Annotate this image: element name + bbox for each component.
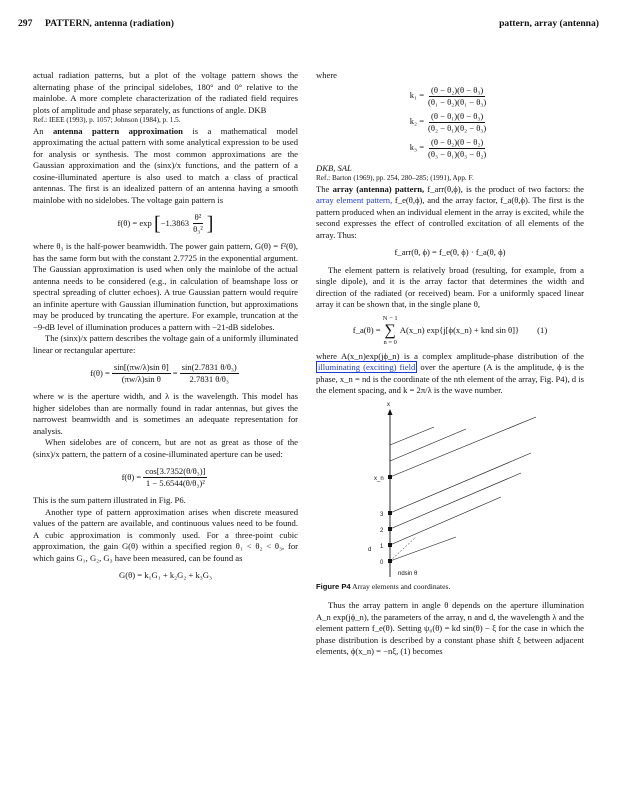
paragraph: where	[316, 70, 337, 80]
signature: DKB, SAL	[316, 162, 352, 173]
paragraph: where A(x_n)exp(jϕ_n) is a complex amplitude-phase distribution of the illuminating (exciting) field over the aperture (A is the amplitude, ϕ is the phase, x_n = nd is the coordinate of the nth element of the array, Fig. P4), d is the element spacing, and k = 2π/λ is the wave number.	[316, 350, 584, 395]
tick-label: 1	[380, 543, 384, 550]
running-title-right: pattern, array (antenna)	[499, 18, 599, 29]
equation-array-factor: f_a(θ) = N − 1 ∑ n = 0 A(x_n) exp{j[ϕ(x_n) + knd sin θ]} (1)	[352, 314, 548, 346]
link-array-element-pattern[interactable]: array element pattern,	[316, 195, 393, 205]
paragraph: Thus the array pattern in angle θ depends on the aperture illumination A_n exp(jϕ_n), the parameters of the array, n and d, the wavelength λ and the element pattern f_e(θ). Setting ψ₀(θ) = kd sin(θ) − ξ for the case in which the phase distribution is described by a constant phase shift ξ between adjacent elements, ϕ(x_n) = −nξ, (1) becomes	[316, 600, 584, 656]
figure-caption: Figure P4 Array elements and coordinates.	[316, 581, 451, 591]
equation-sinx-x: f(θ) = $\frac{\text{sin[(πw/λ)sin θ]}}{\text{(πw/λ)sin θ}}$ = $\frac{\text{sin(2.7831 θ/θ₃)}}{\text{2.7831 θ/θ₃}}$	[90, 362, 237, 384]
paragraph: The element pattern is relatively broad (resulting, for example, from a single dipole), and it is the array factor that determines the width and direction of the radiated (or received) beam. For a uniformly spaced linear array it can be shown that, in the single plane θ,	[316, 264, 584, 309]
term-antenna-pattern-approximation: antenna pattern approximation	[52, 125, 183, 136]
paragraph: This is the sum pattern illustrated in Fig. P6.	[33, 495, 186, 505]
tick-label: 2	[380, 527, 384, 534]
paragraph: An antenna pattern approximation is a mathematical model approximating the actual pattern with some analytical expression to be used for analysis or synthesis. The most common approximations are the Gaussian approximation and the (sinx)/x functions, and the pattern of a cosine-illuminated aperture is also used to match a class of practical antennas. The first is an idealized pattern of an antenna having a smooth mainlobe with no sidelobes. The voltage gain pattern is	[33, 125, 298, 205]
x-axis-label: x	[387, 401, 390, 408]
paragraph: where w is the aperture width, and λ is the wavelength. This model has higher sidelobes than are normally found in radar antennas, but gives the narrowest beamwidth and is sometimes an adequate representation for analysis.	[33, 391, 298, 436]
paragraph: actual radiation patterns, but a plot of the voltage pattern shows the alternating phase of the principal sidelobes, 180° and 0° relative to the mainlobe. A more complete characterization of the radiated field requires plots of amplitude and phase separately, as functions of angle. DKB	[33, 70, 298, 115]
page-number: 297	[18, 18, 33, 29]
xn-label: x_n	[374, 475, 384, 482]
paragraph: The (sinx)/x pattern describes the voltage gain of a uniformly illuminated linear or rectangular aperture:	[33, 333, 298, 355]
equation-array-product: f_arr(θ, ϕ) = f_e(θ, ϕ) · f_a(θ, ϕ)	[394, 247, 506, 257]
tick-label: 3	[380, 511, 384, 518]
paragraph: where θ₃ is the half-power beamwidth. The power gain pattern, G(θ) = f²(θ), has the same form but with the constant 2.7725 in the exponential argument. The Gaussian approximation is used when only the mainlobe of the actual antenna needs to be considered (e.g., in calculation of beamshape loss or spectral spreading of clutter echoes). A true Gaussian pattern would require an infinite aperture with Gaussian illumination function, but approximations may be produced by truncating the aperture. For example, truncation at the −9-dB level of illumination produces a pattern with −21-dB sidelobes.	[33, 241, 298, 332]
reference: Ref.: IEEE (1993), p. 1057; Johnson (1984), p. 1.5.	[33, 116, 181, 124]
running-title-left: PATTERN, antenna (radiation)	[45, 18, 174, 29]
equation-k2: k₂ = $\frac{\text{(θ − θ₁)(θ − θ₃)}}{\text{(θ₂ − θ₁)(θ₂ − θ₃)}}$	[409, 110, 487, 133]
equation-cubic: G(θ) = k₁G₁ + k₂G₂ + k₃G₃	[119, 570, 212, 580]
right-column	[316, 70, 584, 658]
paragraph: The array (antenna) pattern, f_arr(θ,ϕ), is the product of two factors: the array element pattern, f_e(θ,ϕ), and the array factor, f_a(θ,ϕ). The first is the pattern produced when an individual element in the array is excited, while the second expresses the effect of controlled excitation of all elements of the array. Thus:	[316, 183, 585, 240]
equation-gaussian: f(θ) = exp [ −1.3863 $\frac{\text{θ²}}{\text{θ₃²}}$ ]	[117, 212, 214, 235]
equation-k3: k₃ = $\frac{\text{(θ − θ₂)(θ − θ₂)}}{\text{(θ₃ − θ₁)(θ₃ − θ₂)}}$	[409, 136, 487, 159]
paragraph: Another type of pattern approximation arises when discrete measured values of the pattern are available, and continuous values need to be found. A cubic approximation is commonly used. For a three-point cubic approximation, the gain G(θ) within a specified region θ₁ < θ₂ < θ₃, for which gains G₁, G₂, G₃ have been measured, can be found as	[33, 506, 298, 563]
left-column	[33, 70, 298, 582]
x-axis-arrow	[388, 409, 393, 415]
equation-k1: k₁ = $\frac{\text{(θ − θ₂)(θ − θ₃)}}{\text{(θ₁ − θ₂)(θ₁ − θ₃)}}$	[409, 84, 487, 107]
ndsin-label: ndsin θ	[398, 570, 418, 577]
paragraph: When sidelobes are of concern, but are not as great as those of the (sinx)/x pattern, the pattern of a cosine-illuminated aperture can be used:	[33, 437, 298, 459]
reference: Ref.: Barton (1969), pp. 254, 280–285; (1991), App. F.	[316, 174, 474, 182]
tick-label: 0	[380, 559, 384, 566]
link-illuminating-field[interactable]: illuminating (exciting) field	[318, 362, 416, 372]
term-array-antenna-pattern: array (antenna) pattern,	[332, 183, 425, 194]
figure-p4-array-diagram	[316, 401, 584, 579]
equation-cosine: f(θ) = $\frac{\text{cos[3.7352(θ/θ₃)]}}{\text{1 − 5.6544(θ/θ₃)²}}$	[121, 466, 206, 488]
spacing-label: d	[368, 546, 372, 553]
